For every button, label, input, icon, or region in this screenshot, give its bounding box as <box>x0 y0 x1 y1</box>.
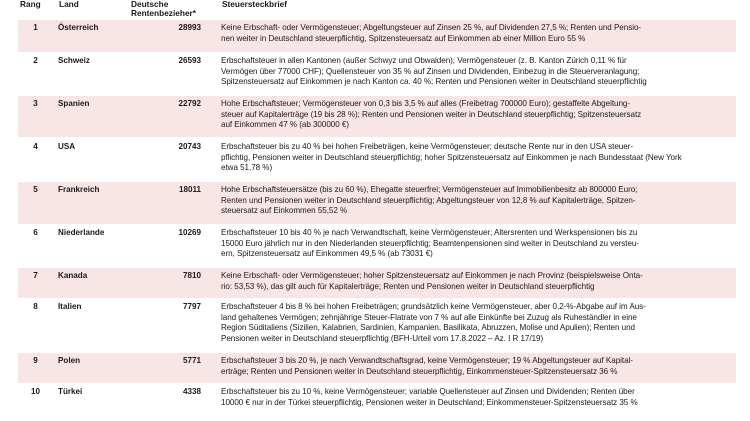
pensioners-cell: 26593 <box>178 56 201 65</box>
rank-cell: 5 <box>33 185 38 194</box>
tax-profile-cell: Erbschaftsteuer bis zu 10 %, keine Vermögensteuer; variable Quellensteuer auf Zinsen und Dividenden; Renten über 10000 € nur in der Türkei steuerpflichtig, Pensionen weiter in Deutschland; Einkommensteuer-Spitzensteuersatz 35 % <box>221 387 638 407</box>
country-cell: USA <box>58 142 76 151</box>
rank-cell: 7 <box>33 271 38 280</box>
pensioners-cell: 7810 <box>182 271 201 280</box>
country-cell: Frankreich <box>58 185 100 194</box>
header-tax-profile: Steuersteckbrief <box>222 0 288 9</box>
table-row <box>18 353 736 383</box>
tax-profile-cell: Keine Erbschaft- oder Vermögensteuer; Abgeltungsteuer auf Zinsen 25 %, auf Dividenden 27,5 %; Renten und Pensio- nen weiter in Deutschland steuerpflichtig, Spitzensteuersatz auf Einkommen ab einer Million Euro 55 % <box>221 23 642 43</box>
pensioners-cell: 7797 <box>182 302 201 311</box>
rank-cell: 3 <box>33 99 38 108</box>
country-cell: Spanien <box>58 99 90 108</box>
table-row <box>18 384 736 414</box>
tax-profile-cell: Erbschaftsteuer 3 bis 20 %, je nach Verwandtschaftsgrad, keine Vermögensteuer; 19 % Abgeltungsteuer auf Kapital- erträge; Renten und Pensionen weiter in Deutschland steuerpflichtig, Einkommensteuer-Spitzensteuersatz 36 % <box>221 356 633 376</box>
country-cell: Niederlande <box>58 228 105 237</box>
country-cell: Schweiz <box>58 56 90 65</box>
pensioners-cell: 10269 <box>178 228 201 237</box>
country-cell: Italien <box>58 302 82 311</box>
table-row <box>18 139 736 181</box>
country-cell: Österreich <box>58 23 99 32</box>
header-country: Land <box>59 0 79 9</box>
table-row <box>18 20 736 52</box>
country-cell: Polen <box>58 356 81 365</box>
table-row <box>18 225 736 267</box>
pensioners-cell: 4338 <box>182 387 201 396</box>
rank-cell: 1 <box>33 23 38 32</box>
rank-cell: 10 <box>30 387 40 396</box>
tax-profile-cell: Erbschaftsteuer bis zu 40 % bei hohen Freibeträgen, keine Vermögensteuer; deutsche Rente nur in den USA steuer- pflichtig, Pensionen weiter in Deutschland steuerpflichtig; hoher Spitzensteuersatz auf Einkommen je nach Bundesstaat (New York etwa 51,78 %) <box>221 142 682 173</box>
pensioners-cell: 20743 <box>178 142 201 151</box>
header-rank: Rang <box>20 0 41 9</box>
rank-cell: 2 <box>33 56 38 65</box>
tax-profile-cell: Hohe Erbschaftsteuersätze (bis zu 60 %), Ehegatte steuerfrei; Vermögensteuer auf Immobilienbesitz ab 800000 Euro; Renten und Pensionen weiter in Deutschland steuerpflichtig; Abgeltungsteuer von 12,8 % auf Kapitalerträge, Spitzen- steuersatz auf Einkommen 55,52 % <box>221 185 638 216</box>
pensioners-cell: 28993 <box>178 23 201 32</box>
table-row <box>18 53 736 95</box>
rank-cell: 4 <box>33 142 38 151</box>
table-row <box>18 96 736 137</box>
table-row <box>18 182 736 224</box>
tax-profile-cell: Erbschaftsteuer 4 bis 8 % bei hohen Freibeträgen; grundsätzlich keine Vermögensteuer, aber 0,2-%-Abgabe auf im Aus- land gehaltenes Vermögen; zehnjährige Steuer-Flatrate von 7 % auf alle Einkünfte bei Zuzug als Ruheständler in eine Region Süditaliens (Sizilien, Kalabrien, Sardinien, Kampanien, Basilikata, Abruzzen, Molise und Apulien); Renten und Pensionen weiter in Deutschland steuerpflichtig (BFH-Urteil vom 17.8.2022 – Az. I R 17/19) <box>221 302 646 343</box>
tax-profile-cell: Erbschaftsteuer in allen Kantonen (außer Schwyz und Obwalden); Vermögensteuer (z. B. Kanton Zürich 0,11 % für Vermögen über 77000 CHF); Quellensteuer von 35 % auf Zinsen und Dividenden, Einbezug in die Steuerveranlagung; Spitzensteuersatz auf Einkommen je nach Kanton ca. 40 %; Renten und Pensionen weiter in Deutschland steuerpflichtig <box>221 56 647 87</box>
tax-profile-cell: Keine Erbschaft- oder Vermögensteuer; hoher Spitzensteuersatz auf Einkommen je nach Provinz (beispielsweise Onta- rio: 53,53 %), das gilt auch für Kapitalerträge; Renten und Pensionen weiter in Deutschland steuerpflichtig <box>221 271 643 291</box>
rank-cell: 6 <box>33 228 38 237</box>
table-header <box>0 0 750 20</box>
pensioners-cell: 5771 <box>182 356 201 365</box>
header-pensioners: Deutsche Rentenbezieher* <box>131 0 197 18</box>
rank-cell: 8 <box>33 302 38 311</box>
rank-cell: 9 <box>33 356 38 365</box>
pensioners-cell: 22792 <box>178 99 201 108</box>
tax-profile-cell: Erbschaftsteuer 10 bis 40 % je nach Verwandtschaft, keine Vermögensteuer; Altersrenten und Werkspensionen bis zu 15000 Euro jährlich nur in den Niederlanden steuerpflichtig; Beamtenpensionen sind weiter in Deutschland zu versteu- ern, Spitzensteuersatz auf Einkommen 49,5 % (ab 73031 €) <box>221 228 640 259</box>
tax-profile-cell: Hohe Erbschaftsteuer; Vermögensteuer von 0,3 bis 3,5 % auf alles (Freibetrag 700000 Euro); gestaffelte Abgeltung- steuer auf Kapitalerträge (19 bis 28 %); Renten und Pensionen weiter in Deutschland steuerpflichtig; Spitzensteuersatz auf Einkommen 47 % (ab 300000 €) <box>221 99 642 130</box>
country-cell: Kanada <box>58 271 88 280</box>
table-row <box>18 299 736 351</box>
country-cell: Türkei <box>58 387 83 396</box>
pensioners-cell: 18011 <box>178 185 201 194</box>
table-row <box>18 268 736 298</box>
